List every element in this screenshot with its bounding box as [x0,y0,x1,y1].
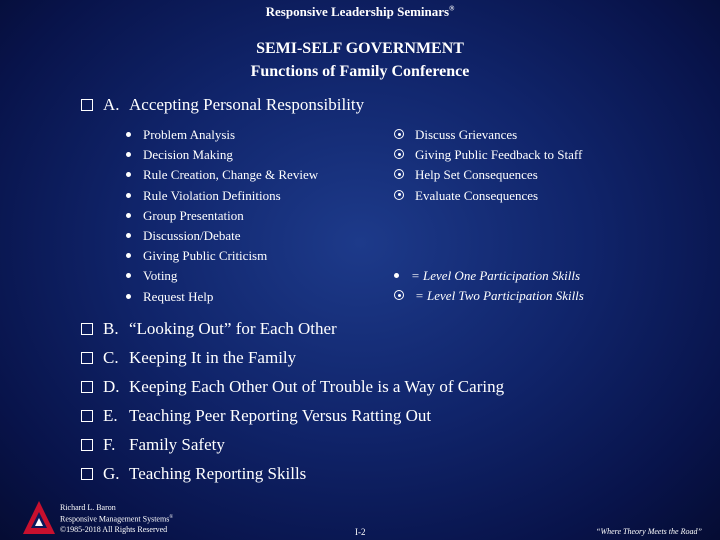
list-item-label: Group Presentation [143,207,244,223]
list-item [394,186,582,206]
section-letter: B. [103,319,119,338]
footer-author: Richard L. Baron [60,503,116,512]
section-letter: D. [103,377,120,396]
footer-company-line [60,513,173,525]
section-letter: A. [103,95,120,114]
section-label: Keeping Each Other Out of Trouble is a Way of Caring [129,377,505,396]
list-item [126,226,318,246]
seminar-header-text: Responsive Leadership Seminars [265,4,450,19]
bullet-icon [126,294,131,299]
bullet-icon [126,193,131,198]
legend-level-two [394,286,584,306]
section-letter: E. [103,406,118,425]
registered-mark: ® [449,4,455,13]
list-item [126,125,318,145]
bullet-icon [126,152,131,157]
list-item-label: Rule Creation, Change & Review [143,167,319,183]
legend [394,266,584,306]
section-c [81,347,296,369]
list-item-label: Giving Public Feedback to Staff [415,147,583,163]
list-item [126,145,318,165]
target-icon [394,149,404,159]
page-number: I-2 [355,527,366,537]
level-two-list [394,125,582,206]
section-d [81,376,504,398]
page-title [0,37,720,83]
list-item [394,145,582,165]
legend-level-one-label: = Level One Participation Skills [411,268,581,283]
list-item [394,165,582,185]
company-logo [22,500,56,536]
legend-level-two-label: = Level Two Participation Skills [415,288,584,304]
footer-credits [60,503,173,535]
list-item-label: Rule Violation Definitions [143,187,281,203]
list-item-label: Decision Making [143,147,233,163]
title-line-2: Functions of Family Conference [250,63,470,80]
checkbox-icon [81,468,93,480]
checkbox-icon [81,439,93,451]
section-label: Teaching Peer Reporting Versus Ratting Out [129,406,432,425]
list-item [394,125,582,145]
bullet-icon [126,233,131,238]
bullet-icon [394,273,399,278]
list-item-label: Discuss Grievances [415,127,518,142]
bullet-icon [126,172,131,177]
list-item-label: Discussion/Debate [143,227,241,243]
seminar-header [0,4,720,20]
bullet-icon [126,132,131,137]
checkbox-icon [81,381,93,393]
footer-tagline: “Where Theory Meets the Road” [596,527,702,536]
target-icon [394,190,404,200]
list-item-label: Problem Analysis [143,127,236,142]
target-icon [394,290,404,300]
checkbox-icon [81,410,93,422]
footer-company: Responsive Management Systems [60,514,170,524]
target-icon [394,169,404,179]
list-item-label: Request Help [143,288,214,304]
bullet-icon [126,253,131,258]
bullet-icon [126,213,131,218]
section-label: Keeping It in the Family [129,348,297,367]
list-item-label: Giving Public Criticism [143,248,268,264]
list-item [126,206,318,226]
section-label: Accepting Personal Responsibility [129,95,365,114]
checkbox-icon [81,323,93,335]
legend-level-one [394,266,584,286]
list-item-label: Help Set Consequences [415,167,538,183]
section-label: “Looking Out” for Each Other [129,319,337,338]
list-item [126,165,318,185]
section-label: Teaching Reporting Skills [129,464,307,483]
title-line-1: SEMI-SELF GOVERNMENT [256,40,464,57]
section-f [81,434,225,456]
section-letter: F. [103,435,116,454]
list-item [126,186,318,206]
section-letter: G. [103,464,120,483]
list-item [126,287,318,307]
checkbox-icon [81,352,93,364]
section-e [81,405,431,427]
footer-copyright: ©1985-2018 All Rights Reserved [60,524,168,534]
section-letter: C. [103,348,119,367]
registered-mark: ® [169,515,174,520]
level-one-list [126,125,318,307]
list-item [126,246,318,266]
section-g [81,463,306,485]
list-item-label: Evaluate Consequences [415,187,539,203]
section-b [81,318,337,340]
checkbox-icon [81,99,93,111]
section-label: Family Safety [129,435,225,454]
target-icon [394,129,404,139]
list-item-label: Voting [143,268,178,284]
bullet-icon [126,273,131,278]
list-item [126,266,318,286]
section-a [81,94,364,116]
